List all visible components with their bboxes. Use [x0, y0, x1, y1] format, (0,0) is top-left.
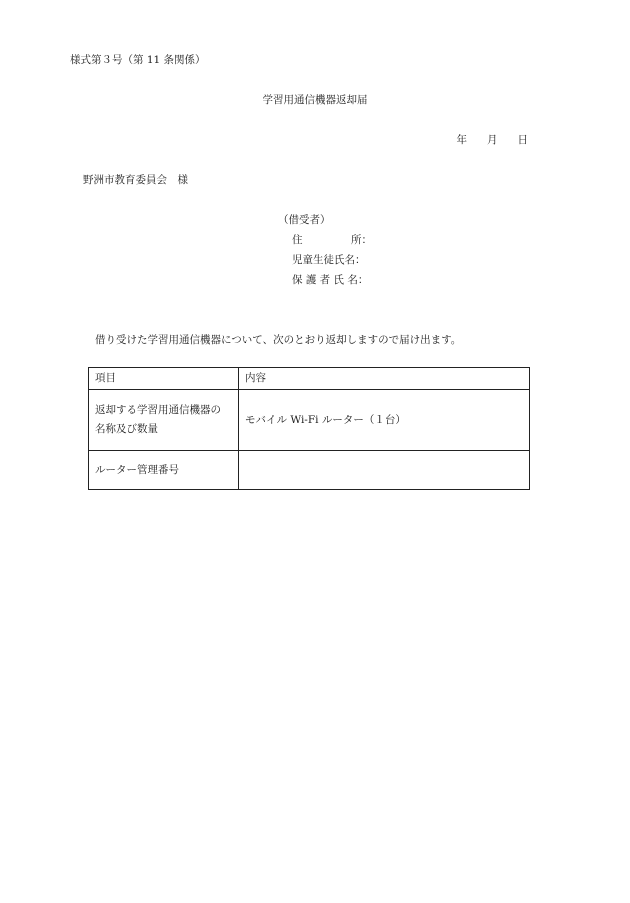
device-name-label-line1: 返却する学習用通信機器の	[95, 404, 221, 416]
guardian-name-field	[292, 272, 368, 287]
device-name-label-cell	[89, 390, 239, 451]
router-id-label-cell: ルーター管理番号	[89, 451, 239, 490]
header-content-cell: 内容	[239, 368, 530, 390]
device-name-value-cell: モバイル Wi-Fi ルーター（１台）	[239, 390, 530, 451]
document-title: 学習用通信機器返却届	[262, 94, 368, 106]
header-item-cell: 項目	[89, 368, 239, 390]
borrower-heading: （借受者）	[278, 214, 331, 226]
addressee: 野洲市教育委員会 様	[83, 174, 188, 186]
date-line	[457, 132, 529, 147]
device-name-label-line2: 名称及び数量	[95, 423, 158, 435]
table-header-row	[89, 368, 530, 390]
address-label-first: 住	[292, 234, 303, 246]
address-label-second: 所：	[351, 234, 372, 246]
student-name-label: 児童生徒氏名：	[292, 254, 366, 266]
student-name-field	[292, 252, 366, 267]
table-row	[89, 390, 530, 451]
address-field	[292, 232, 372, 247]
month-label: 月	[487, 134, 498, 146]
year-label: 年	[456, 134, 467, 146]
guardian-name-label: 保 護 者 氏 名：	[292, 274, 369, 286]
day-label: 日	[517, 134, 528, 146]
router-id-value-cell[interactable]	[239, 451, 530, 490]
form-number: 様式第３号（第 11 条関係）	[70, 54, 206, 66]
body-text: 借り受けた学習用通信機器について、次のとおり返却しますので届け出ます。	[95, 334, 462, 346]
return-item-table	[88, 367, 530, 490]
table-row	[89, 451, 530, 490]
